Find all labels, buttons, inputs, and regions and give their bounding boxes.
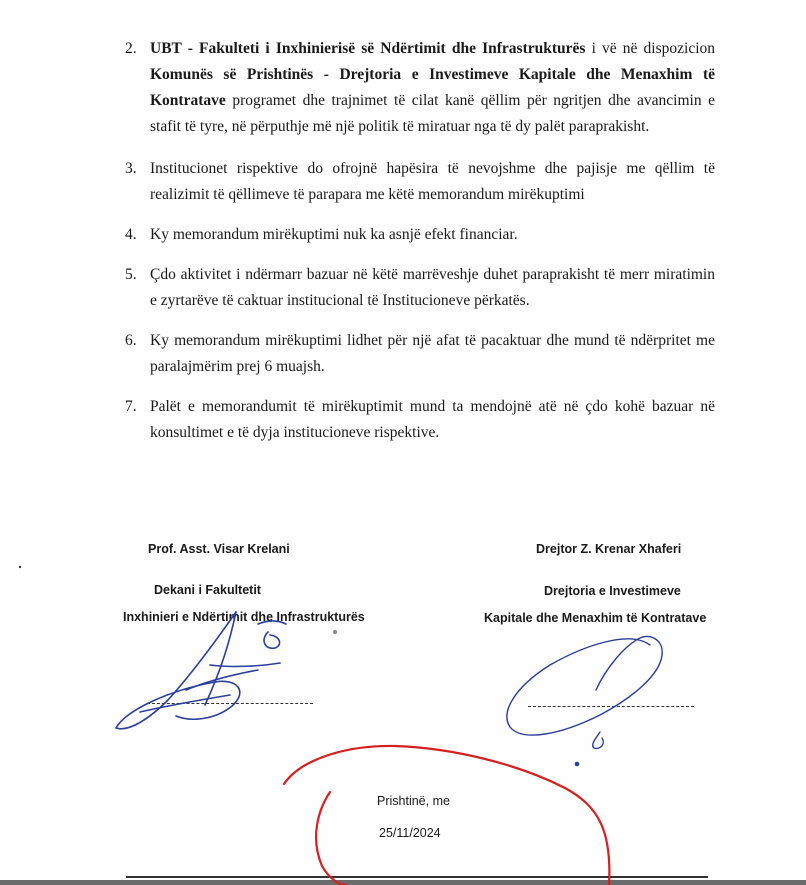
list-item-text bbox=[150, 394, 715, 446]
footer-rule bbox=[126, 876, 708, 878]
list-item bbox=[125, 36, 715, 140]
text-run: Çdo aktivitet i ndërmarr bazuar në këtë marrëveshje duhet paraprakisht të merr miratimin e zyrtarëve të caktuar institucional të Institucioneve përkatës. bbox=[150, 266, 715, 309]
ink-speck bbox=[19, 566, 21, 568]
right-signatory-title2: Kapitale dhe Menaxhim të Kontratave bbox=[484, 611, 707, 625]
bold-text-run: Komunës së Prishtinës - Drejtoria e Investimeve Kapitale dhe Menaxhim të Kontratave bbox=[150, 66, 715, 109]
list-item-text bbox=[150, 156, 715, 208]
date-value: 25/11/2024 bbox=[379, 826, 441, 840]
list-item-number: 4. bbox=[125, 226, 137, 243]
left-signatory-title2: Inxhinieri e Ndërtimit dhe Infrastrukturës bbox=[123, 610, 365, 624]
list-item-text bbox=[150, 262, 715, 314]
text-run: Institucionet rispektive do ofrojnë hapësira të nevojshme dhe pajisje me qëllim të realizimit të qëllimeve të parapara me këtë memorandum mirëkuptimi bbox=[150, 160, 715, 203]
list-item-text bbox=[150, 36, 715, 140]
list-item-text bbox=[150, 328, 715, 380]
left-signature-line bbox=[147, 703, 313, 704]
left-signatory-name: Prof. Asst. Visar Krelani bbox=[148, 542, 290, 556]
right-signatory-name: Drejtor Z. Krenar Xhaferi bbox=[536, 542, 682, 556]
left-signature-mark bbox=[116, 612, 286, 729]
text-run: Palët e memorandumit të mirëkuptimit mund ta mendojnë atë në çdo kohë bazuar në konsultimet e të dyja institucioneve rispektive. bbox=[150, 398, 715, 441]
text-run: Ky memorandum mirëkuptimi nuk ka asnjë efekt financiar. bbox=[150, 226, 518, 243]
right-signatory-title1: Drejtoria e Investimeve bbox=[544, 584, 681, 598]
right-signature-line bbox=[528, 706, 694, 707]
list-item bbox=[125, 262, 715, 314]
text-run: programet dhe trajnimet të cilat kanë qëllim për ngritjen dhe avancimin e stafit të tyre, në përputhje më një politik të miratuar nga të dy palët paraprakisht. bbox=[150, 92, 715, 135]
red-hand-drawn-mark bbox=[284, 746, 609, 885]
list-item bbox=[125, 222, 715, 248]
list-item-number: 3. bbox=[125, 160, 137, 177]
bold-text-run: UBT - Fakulteti i Inxhinierisë së Ndërtimit dhe Infrastrukturës bbox=[150, 40, 586, 57]
text-run: i vë në dispozicion bbox=[585, 40, 716, 57]
list-item-number: 5. bbox=[125, 266, 137, 283]
place-label: Prishtinë, me bbox=[377, 794, 450, 808]
right-signature-mark bbox=[507, 636, 662, 765]
list-item-number: 6. bbox=[125, 332, 137, 349]
list-item-text bbox=[150, 222, 715, 248]
list-item-number: 2. bbox=[125, 40, 137, 57]
text-run: Ky memorandum mirëkuptimi lidhet për një afat të pacaktuar dhe mund të ndërpritet me paralajmërim prej 6 muajsh. bbox=[150, 332, 715, 375]
list-item bbox=[125, 394, 715, 446]
list-item bbox=[125, 156, 715, 208]
list-item bbox=[125, 328, 715, 380]
list-item-number: 7. bbox=[125, 398, 137, 415]
left-signatory-title1: Dekani i Fakultetit bbox=[154, 583, 261, 597]
ink-speck bbox=[333, 630, 337, 634]
viewer-bottom-edge bbox=[0, 880, 806, 885]
